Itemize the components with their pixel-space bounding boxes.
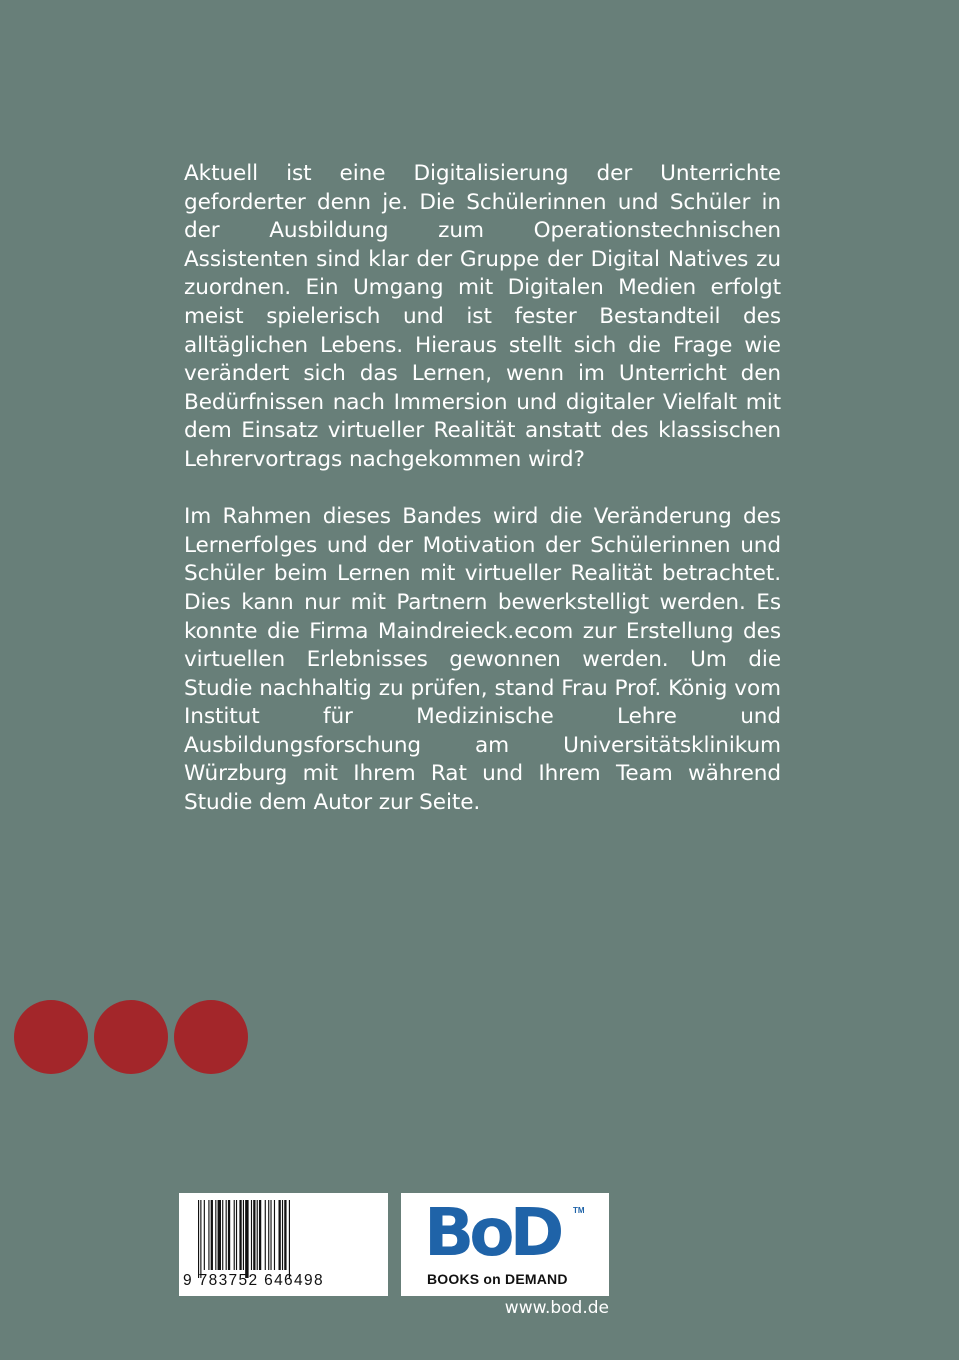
barcode-bar <box>245 1200 248 1278</box>
decorative-dot <box>94 1000 168 1074</box>
barcode-digits: 9 783752 646498 <box>183 1272 324 1289</box>
barcode-bar <box>284 1200 286 1270</box>
barcode-bars <box>198 1200 370 1280</box>
trademark-mark: TM <box>573 1206 585 1215</box>
isbn-barcode <box>179 1193 388 1296</box>
barcode-bar <box>257 1200 258 1270</box>
barcode-bar <box>218 1200 221 1270</box>
decorative-dot <box>174 1000 248 1074</box>
barcode-bar <box>268 1200 269 1270</box>
decorative-dot <box>14 1000 88 1074</box>
barcode-bar <box>226 1200 227 1270</box>
back-cover-blurb <box>184 160 781 818</box>
barcode-bar <box>243 1200 244 1270</box>
publisher-logo-box <box>401 1193 609 1296</box>
barcode-bar <box>204 1200 205 1270</box>
barcode-bar <box>215 1200 216 1270</box>
barcode-bar <box>282 1200 283 1270</box>
barcode-bar <box>274 1200 275 1270</box>
blurb-paragraph-1: Aktuell ist eine Digitalisierung der Unterrichte geforderter denn je. Die Schülerinnen und Schüler in der Ausbildung zum Operationstechnischen Assistenten sind klar der Gruppe der Digital Natives zu zuordnen. Ein Umgang mit Digitalen Medien erfolgt meist spielerisch und ist fester Bestandteil des alltäglichen Lebens. Hieraus stellt sich die Frage wie verändert sich das Lernen, wenn im Unterricht den Bedürfnissen nach Immersion und digitaler Vielfalt mit dem Einsatz virtueller Realität anstatt des klassischen Lehrervortrags nachgekommen wird? <box>184 161 781 472</box>
barcode-bar <box>265 1200 266 1270</box>
publisher-url: www.bod.de <box>504 1298 609 1318</box>
barcode-bar <box>228 1200 230 1270</box>
bod-logo: BoD <box>424 1194 560 1271</box>
barcode-bar <box>234 1200 235 1270</box>
barcode-bar <box>279 1200 281 1270</box>
barcode-bar <box>289 1200 290 1278</box>
barcode-bar <box>253 1200 255 1270</box>
barcode-bar <box>259 1200 261 1270</box>
barcode-bar <box>236 1200 237 1270</box>
barcode-bar <box>239 1200 241 1270</box>
barcode-bar <box>222 1200 223 1270</box>
barcode-bar <box>208 1200 209 1270</box>
blurb-paragraph-2: Im Rahmen dieses Bandes wird die Veränderung des Lernerfolges und der Motivation der Schülerinnen und Schüler beim Lernen mit virtueller Realität betrachtet. Dies kann nur mit Partnern bewerkstelligt werden. Es konnte die Firma Maindreieck.ecom zur Erstellung des virtuellen Erlebnisses gewonnen werden. Um die Studie nachhaltig zu prüfen, stand Frau Prof. König vom Institut für Medizinische Lehre und Ausbildungsforschung am Universitätsklinikum Würzburg mit Ihrem Rat und Ihrem Team während Studie dem Autor zur Seite. <box>184 504 781 816</box>
barcode-bar <box>270 1200 271 1270</box>
barcode-bar <box>211 1200 213 1270</box>
barcode-bar <box>251 1200 252 1270</box>
barcode-bar <box>200 1200 201 1278</box>
barcode-bar <box>198 1200 199 1278</box>
publisher-tagline: BOOKS on DEMAND <box>427 1271 568 1287</box>
